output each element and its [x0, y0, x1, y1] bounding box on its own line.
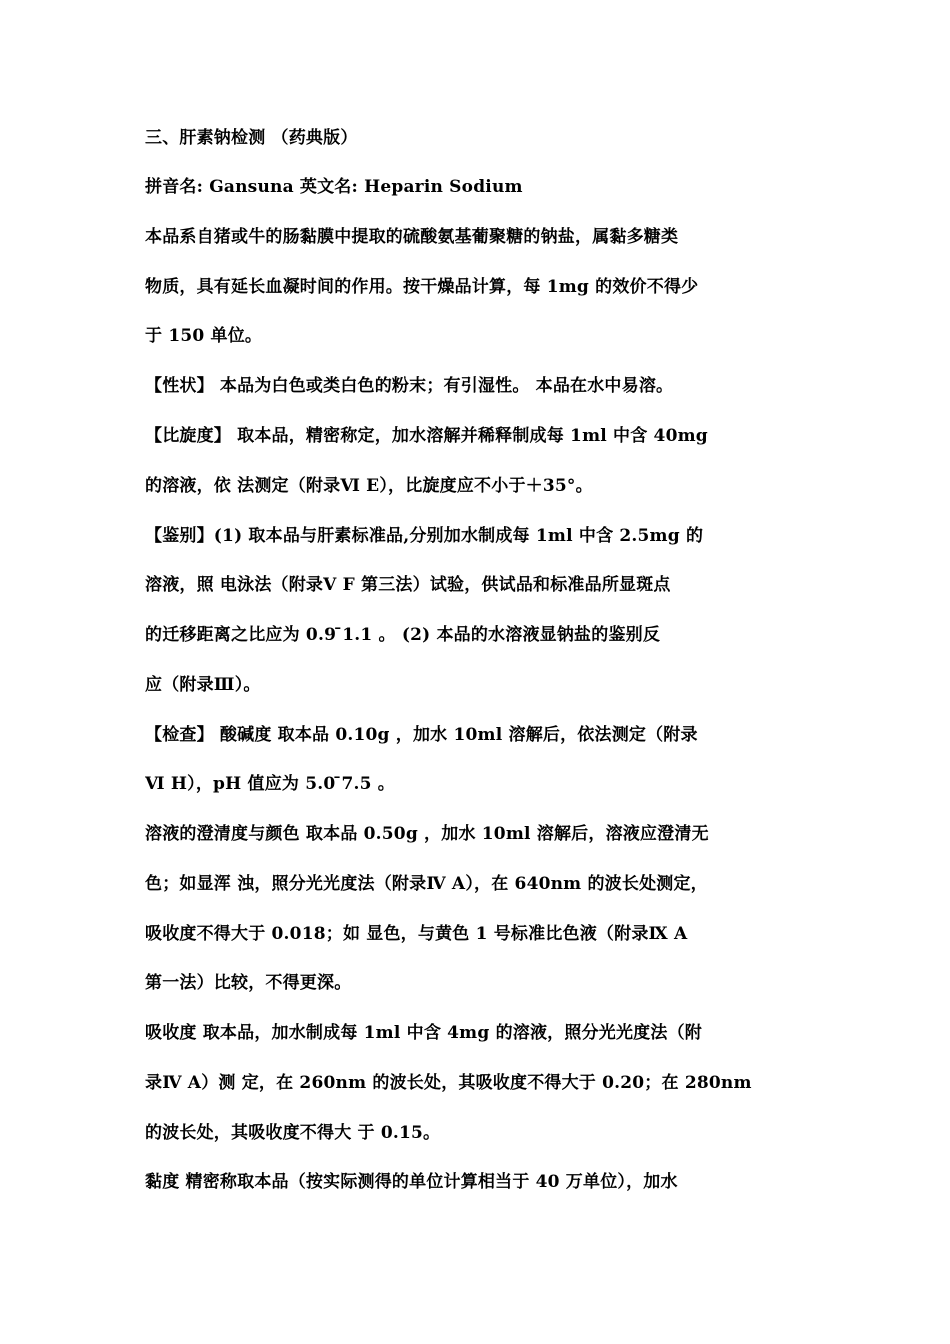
identification-line: 【鉴别】(1) 取本品与肝素标准品,分别加水制成每 1ml 中含 2.5mg 的: [145, 526, 704, 546]
absorbance-line: 吸收度 取本品，加水制成每 1ml 中含 4mg 的溶液，照分光光度法（附: [145, 1023, 702, 1043]
drug-names-line: 拼音名: Gansuna 英文名: Heparin Sodium: [145, 177, 523, 197]
identification-line: 应（附录Ⅲ）。: [145, 675, 261, 695]
clarity-line: 吸收度不得大于 0.018；如 显色，与黄色 1 号标准比色液（附录Ⅸ A: [145, 924, 688, 944]
properties-line: 【性状】 本品为白色或类白色的粉末；有引湿性。 本品在水中易溶。: [145, 376, 674, 396]
clarity-line: 第一法）比较，不得更深。: [145, 973, 352, 993]
description-line: 物质，具有延长血凝时间的作用。按干燥品计算，每 1mg 的效价不得少: [145, 277, 699, 297]
inspection-line: Ⅵ H），pH 值应为 5.0 ̄7.5 。: [145, 774, 396, 794]
description-line: 本品系自猪或牛的肠黏膜中提取的硫酸氨基葡聚糖的钠盐，属黏多糖类: [145, 227, 679, 247]
clarity-line: 溶液的澄清度与颜色 取本品 0.50g ，加水 10ml 溶解后，溶液应澄清无: [145, 824, 709, 844]
viscosity-line: 黏度 精密称取本品（按实际测得的单位计算相当于 40 万单位），加水: [145, 1172, 678, 1192]
absorbance-line: 的波长处，其吸收度不得大 于 0.15。: [145, 1123, 441, 1143]
optical-rotation-line: 的溶液，依 法测定（附录Ⅵ E），比旋度应不小于＋35°。: [145, 476, 593, 496]
optical-rotation-line: 【比旋度】 取本品，精密称定，加水溶解并稀释制成每 1ml 中含 40mg: [145, 426, 708, 446]
identification-line: 溶液，照 电泳法（附录Ⅴ F 第三法）试验，供试品和标准品所显斑点: [145, 575, 671, 595]
inspection-line: 【检查】 酸碱度 取本品 0.10g ，加水 10ml 溶解后，依法测定（附录: [145, 725, 698, 745]
identification-line: 的迁移距离之比应为 0.9 ̄1.1 。 (2) 本品的水溶液显钠盐的鉴别反: [145, 625, 661, 645]
absorbance-line: 录Ⅳ A）测 定，在 260nm 的波长处，其吸收度不得大于 0.20；在 280nm: [145, 1073, 752, 1093]
description-line: 于 150 单位。: [145, 326, 263, 346]
section-title: 三、肝素钠检测 （药典版）: [145, 128, 358, 148]
clarity-line: 色；如显浑 浊，照分光光度法（附录Ⅳ A），在 640nm 的波长处测定，: [145, 874, 708, 894]
